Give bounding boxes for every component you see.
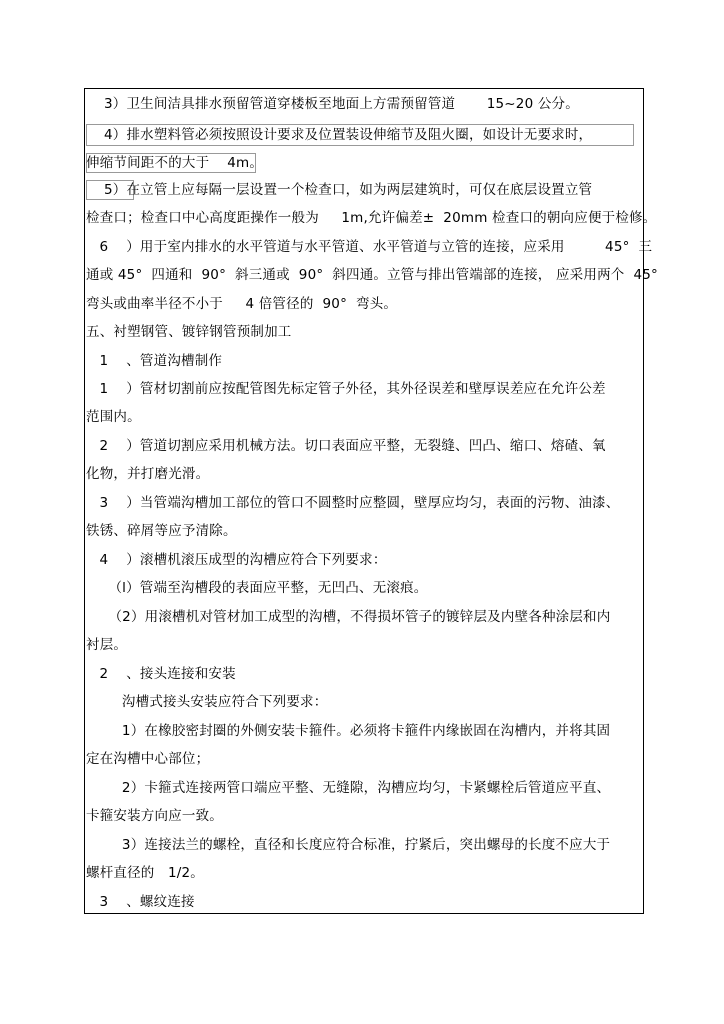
text-line: 检查口；检查口中心高度距操作一般为 1m,允许偏差± 20mm 检查口的朝向应便于检修。 — [86, 210, 657, 226]
text-line: 1）在橡胶密封圈的外侧安装卡箍件。必须将卡箍件内缘嵌固在沟槽内，并将其固 — [86, 723, 611, 739]
text-line: （2）用滚槽机对管材加工成型的沟槽，不得损坏管子的镀锌层及内壁各种涂层和内 — [86, 609, 611, 625]
text-line: 2）卡箍式连接两管口端应平整、无缝隙，沟槽应均匀，卡紧螺栓后管道应平直、 — [86, 780, 611, 796]
subsection-heading: 3 、螺纹连接 — [86, 894, 195, 910]
text-line: 卡箍安装方向应一致。 — [86, 808, 223, 824]
text-line: 4 ）滚槽机滚压成型的沟槽应符合下列要求： — [86, 552, 387, 568]
text-line: 范围内。 — [86, 409, 141, 425]
text-line: 衬层。 — [86, 637, 128, 653]
text-line: 伸缩节间距不的大于 4m。 — [86, 155, 264, 171]
text-line: 3 ）当管端沟槽加工部位的管口不圆整时应整圆，壁厚应均匀，表面的污物、油漆、 — [86, 495, 620, 511]
text-line: 3）连接法兰的螺栓，直径和长度应符合标准，拧紧后，突出螺母的长度不应大于 — [86, 837, 611, 853]
text-line: 1 ）管材切割前应按配管图先标定管子外径，其外径误差和壁厚误差应在允许公差 — [86, 381, 606, 397]
text-line: 5）在立管上应每隔一层设置一个检查口，如为两层建筑时，可仅在底层设置立管 — [86, 182, 593, 198]
text-line: 通或 45° 四通和 90° 斜三通或 90° 斜四通。立管与排出管端部的连接， 应采用两个 45° — [86, 267, 658, 283]
text-line: 2 ）管道切割应采用机械方法。切口表面应平整，无裂缝、凹凸、缩口、熔碴、氧 — [86, 438, 606, 454]
subsection-heading: 1 、管道沟槽制作 — [86, 353, 223, 369]
text-line: 化物，并打磨光滑。 — [86, 466, 210, 482]
text-line: 4）排水塑料管必须按照设计要求及位置装设伸缩节及阻火圈，如设计无要求时， — [86, 127, 593, 143]
text-line: （l）管端至沟槽段的表面应平整，无凹凸、无滚痕。 — [86, 580, 428, 596]
text-line: 弯头或曲率半径不小于 4 倍管径的 90° 弯头。 — [86, 296, 398, 312]
text-line: 6 ）用于室内排水的水平管道与水平管道、水平管道与立管的连接，应采用 45° 三 — [86, 239, 653, 255]
text-line: 沟槽式接头安装应符合下列要求： — [86, 694, 328, 710]
text-line: 3）卫生间洁具排水预留管道穿楼板至地面上方需预留管道 15~20 公分。 — [86, 96, 579, 112]
text-line: 螺杆直径的 1/2。 — [86, 865, 205, 881]
section-heading: 五、衬塑钢管、镀锌钢管预制加工 — [86, 324, 292, 340]
text-line: 定在沟槽中心部位； — [86, 751, 210, 767]
subsection-heading: 2 、接头连接和安装 — [86, 666, 236, 682]
text-line: 铁锈、碎屑等应予清除。 — [86, 523, 237, 539]
